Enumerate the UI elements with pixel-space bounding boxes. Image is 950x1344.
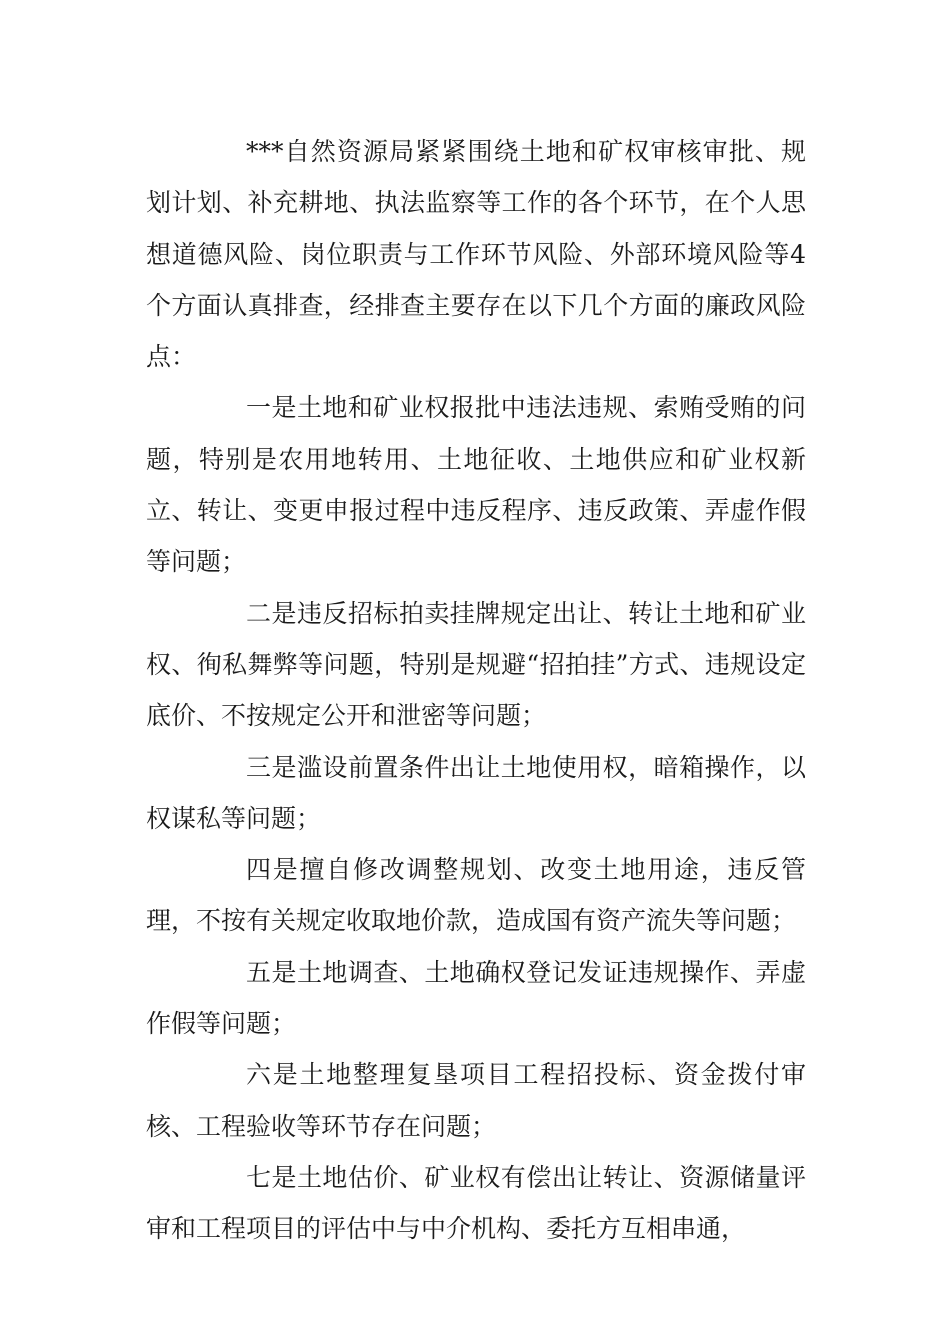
paragraph-risk-3: 三是滥设前置条件出让土地使用权，暗箱操作，以权谋私等问题； [146, 752, 806, 833]
paragraph-risk-4: 四是擅自修改调整规划、改变土地用途，违反管理，不按有关规定收取地价款，造成国有资产流失等问题； [146, 855, 806, 936]
document-body [146, 126, 806, 1255]
paragraph-risk-5: 五是土地调查、土地确权登记发证违规操作、弄虚作假等问题； [146, 957, 806, 1039]
paragraph-intro: ***自然资源局紧紧围绕土地和矿权审核审批、规划计划、补充耕地、执法监察等工作的各个环节，在个人思想道德风险、岗位职责与工作环节风险、外部环境风险等4个方面认真排查，经排查主要存在以下几个方面的廉政风险点： [146, 137, 806, 372]
paragraph-risk-1: 一是土地和矿业权报批中违法违规、索贿受贿的问题，特别是农用地转用、土地征收、土地供应和矿业权新立、转让、变更申报过程中违反程序、违反政策、弄虚作假等问题； [146, 393, 806, 577]
paragraph-risk-7: 七是土地估价、矿业权有偿出让转让、资源储量评审和工程项目的评估中与中介机构、委托方互相串通， [146, 1162, 806, 1244]
paragraph-risk-2: 二是违反招标拍卖挂牌规定出让、转让土地和矿业权、徇私舞弊等问题，特别是规避“招拍挂”方式、违规设定底价、不按规定公开和泄密等问题； [146, 598, 806, 731]
paragraph-risk-6: 六是土地整理复垦项目工程招投标、资金拨付审核、工程验收等环节存在问题； [146, 1060, 806, 1141]
